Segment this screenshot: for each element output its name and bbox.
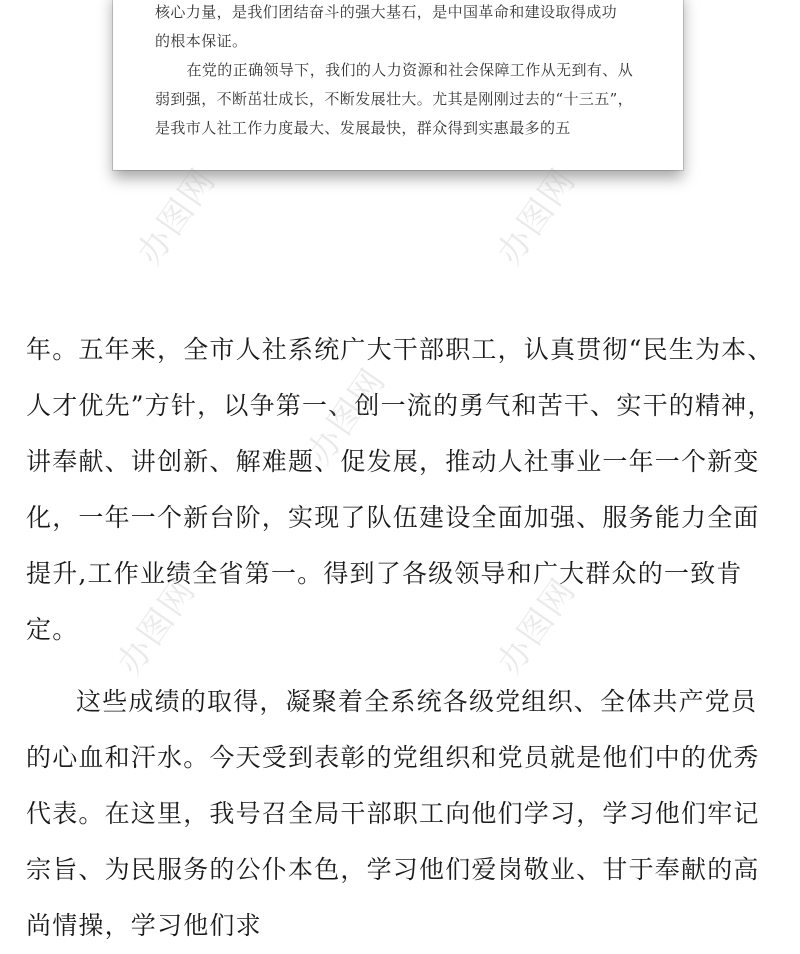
body-paragraph: 年。五年来，全市人社系统广大干部职工，认真贯彻“民生为本、人才优先”方针，以争第一、创一流的勇气和苦干、实干的精神，讲奉献、讲创新、解难题、促发展，推动人社事业一年一个新变化，一年一个新台阶，实现了队伍建设全面加强、服务能力全面提升,工作业绩全省第一。得到了各级领导和广大群众的一致肯定。 [26,335,774,644]
watermark: 办图网 [299,360,395,473]
preview-line: 核心力量，是我们团结奋斗的强大基石，是中国革命和建设取得成功 [155,3,618,21]
document-body [26,322,780,954]
watermark: 办图网 [489,570,585,683]
body-paragraph: 这些成绩的取得，凝聚着全系统各级党组织、全体共产党员的心血和汗水。今天受到表彰的党组织和党员就是他们中的优秀代表。在这里，我号召全局干部职工向他们学习，学习他们牢记宗旨、为民服务的公仆本色，学习他们爱岗敬业、甘于奉献的高尚情操，学习他们求 [26,687,760,940]
preview-line: 的根本保证。 [155,32,248,50]
page-preview-card [113,0,683,170]
watermark: 办图网 [109,570,205,683]
preview-text [155,0,645,143]
watermark: 办图网 [129,160,225,273]
preview-paragraph: 在党的正确领导下，我们的人力资源和社会保障工作从无到有、从弱到强，不断茁壮成长，不断发展壮大。尤其是刚刚过去的“十三五”，是我市人社工作力度最大、发展最快，群众得到实惠最多的五 [155,61,634,137]
watermark: 办图网 [489,160,585,273]
